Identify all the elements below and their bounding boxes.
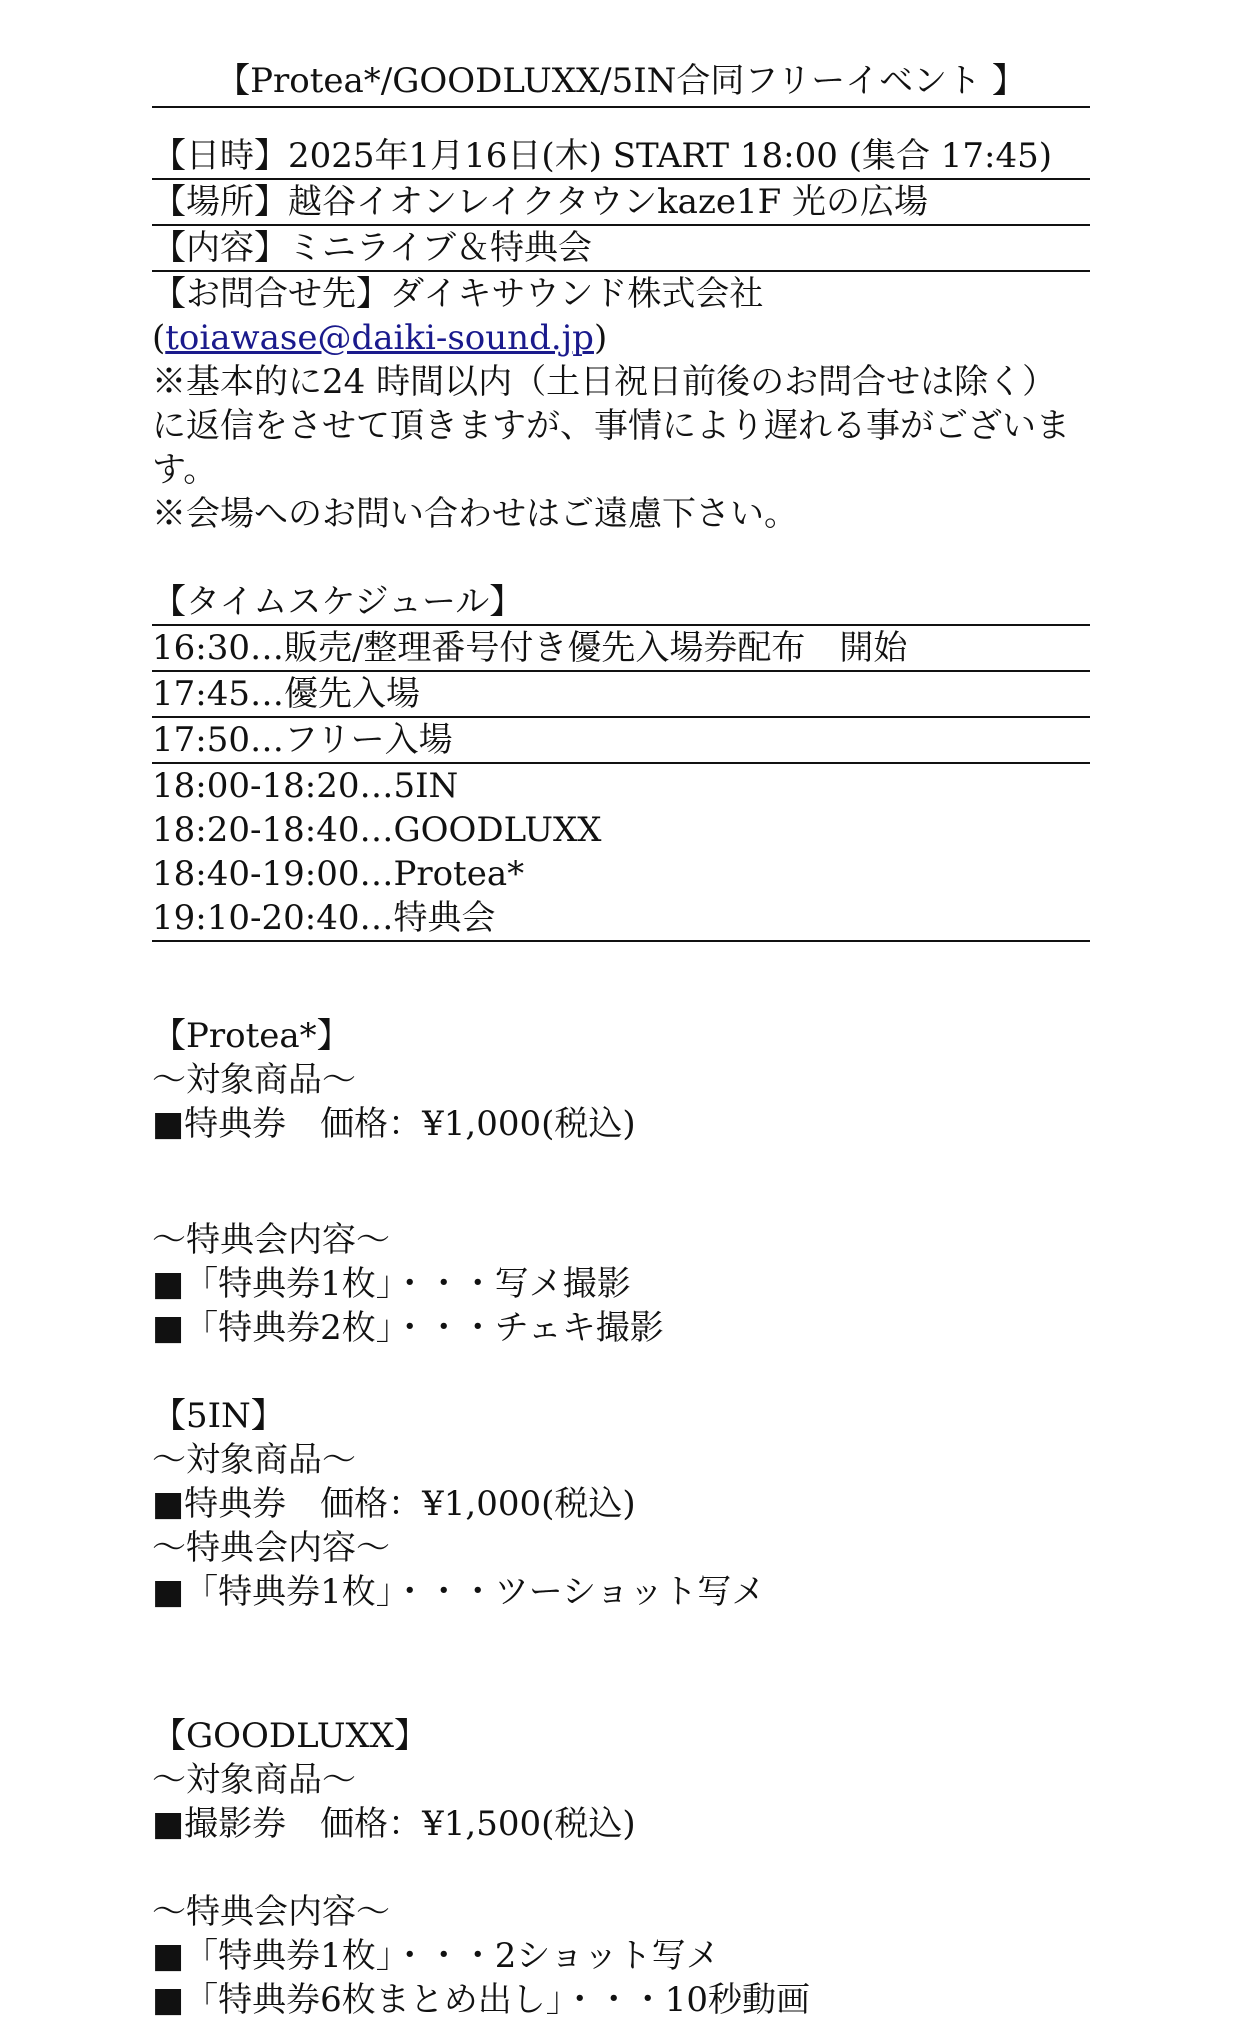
event-document	[152, 0, 1090, 2022]
schedule-item: 16:30…販売/整理番号付き優先入場券配布 開始	[152, 626, 1090, 672]
info-contact: 【お問合せ先】ダイキサウンド株式会社	[152, 274, 764, 314]
protea-benefit: ■「特典券1枚」・・・写メ撮影	[152, 1264, 631, 1304]
info-note-reply: ※基本的に24 時間以内（土日祝日前後のお問合せは除く）に返信をさせて頂きますが、事情により遅れる事がございます。	[152, 362, 1070, 490]
event-title: 【Protea*/GOODLUXX/5IN合同フリーイベント 】	[152, 58, 1090, 108]
goodluxx-benefit-heading: 〜特典会内容〜	[152, 1892, 390, 1932]
email-link[interactable]: toiawase@daiki-sound.jp	[165, 318, 594, 358]
spacer	[152, 108, 1090, 134]
fivein-benefit: ■「特典券1枚」・・・ツーショット写メ	[152, 1572, 766, 1612]
schedule-item: 17:50…フリー入場	[152, 718, 1090, 764]
email-paren-open: (	[152, 318, 166, 358]
schedule-item: 18:20-18:40…GOODLUXX	[152, 810, 602, 850]
info-datetime: 【日時】2025年1月16日(木) START 18:00 (集合 17:45)	[152, 134, 1090, 180]
spacer	[152, 942, 1090, 1014]
spacer	[152, 1846, 1090, 1890]
goodluxx-benefit: ■「特典券1枚」・・・2ショット写メ	[152, 1936, 720, 1976]
schedule-heading: 【タイムスケジュール】	[152, 580, 1090, 626]
fivein-heading: 【5IN】	[152, 1396, 285, 1436]
spacer	[152, 1614, 1090, 1714]
protea-benefit: ■「特典券2枚」・・・チェキ撮影	[152, 1308, 664, 1348]
protea-heading: 【Protea*】	[152, 1016, 351, 1056]
info-content: 【内容】ミニライブ＆特典会	[152, 226, 1090, 272]
info-place: 【場所】越谷イオンレイクタウンkaze1F 光の広場	[152, 180, 1090, 226]
protea-product-heading: 〜対象商品〜	[152, 1060, 356, 1100]
schedule-item: 18:00-18:20…5IN	[152, 766, 459, 806]
fivein-product: ■特典券 価格：¥1,000(税込)	[152, 1484, 636, 1524]
info-note-venue: ※会場へのお問い合わせはご遠慮下さい。	[152, 494, 798, 534]
fivein-benefit-heading: 〜特典会内容〜	[152, 1528, 390, 1568]
spacer	[152, 1350, 1090, 1394]
info-email-line	[152, 316, 1090, 360]
spacer	[152, 1146, 1090, 1218]
goodluxx-heading: 【GOODLUXX】	[152, 1716, 428, 1756]
protea-product: ■特典券 価格：¥1,000(税込)	[152, 1104, 636, 1144]
spacer	[152, 536, 1090, 580]
goodluxx-benefit: ■「特典券6枚まとめ出し」・・・10秒動画	[152, 1980, 811, 2020]
schedule-item: 19:10-20:40…特典会	[152, 896, 1090, 942]
goodluxx-product-heading: 〜対象商品〜	[152, 1760, 356, 1800]
schedule-item: 17:45…優先入場	[152, 672, 1090, 718]
goodluxx-product: ■撮影券 価格：¥1,500(税込)	[152, 1804, 636, 1844]
protea-benefit-heading: 〜特典会内容〜	[152, 1220, 390, 1260]
schedule-item: 18:40-19:00…Protea*	[152, 854, 525, 894]
fivein-product-heading: 〜対象商品〜	[152, 1440, 356, 1480]
email-paren-close: )	[593, 318, 608, 358]
